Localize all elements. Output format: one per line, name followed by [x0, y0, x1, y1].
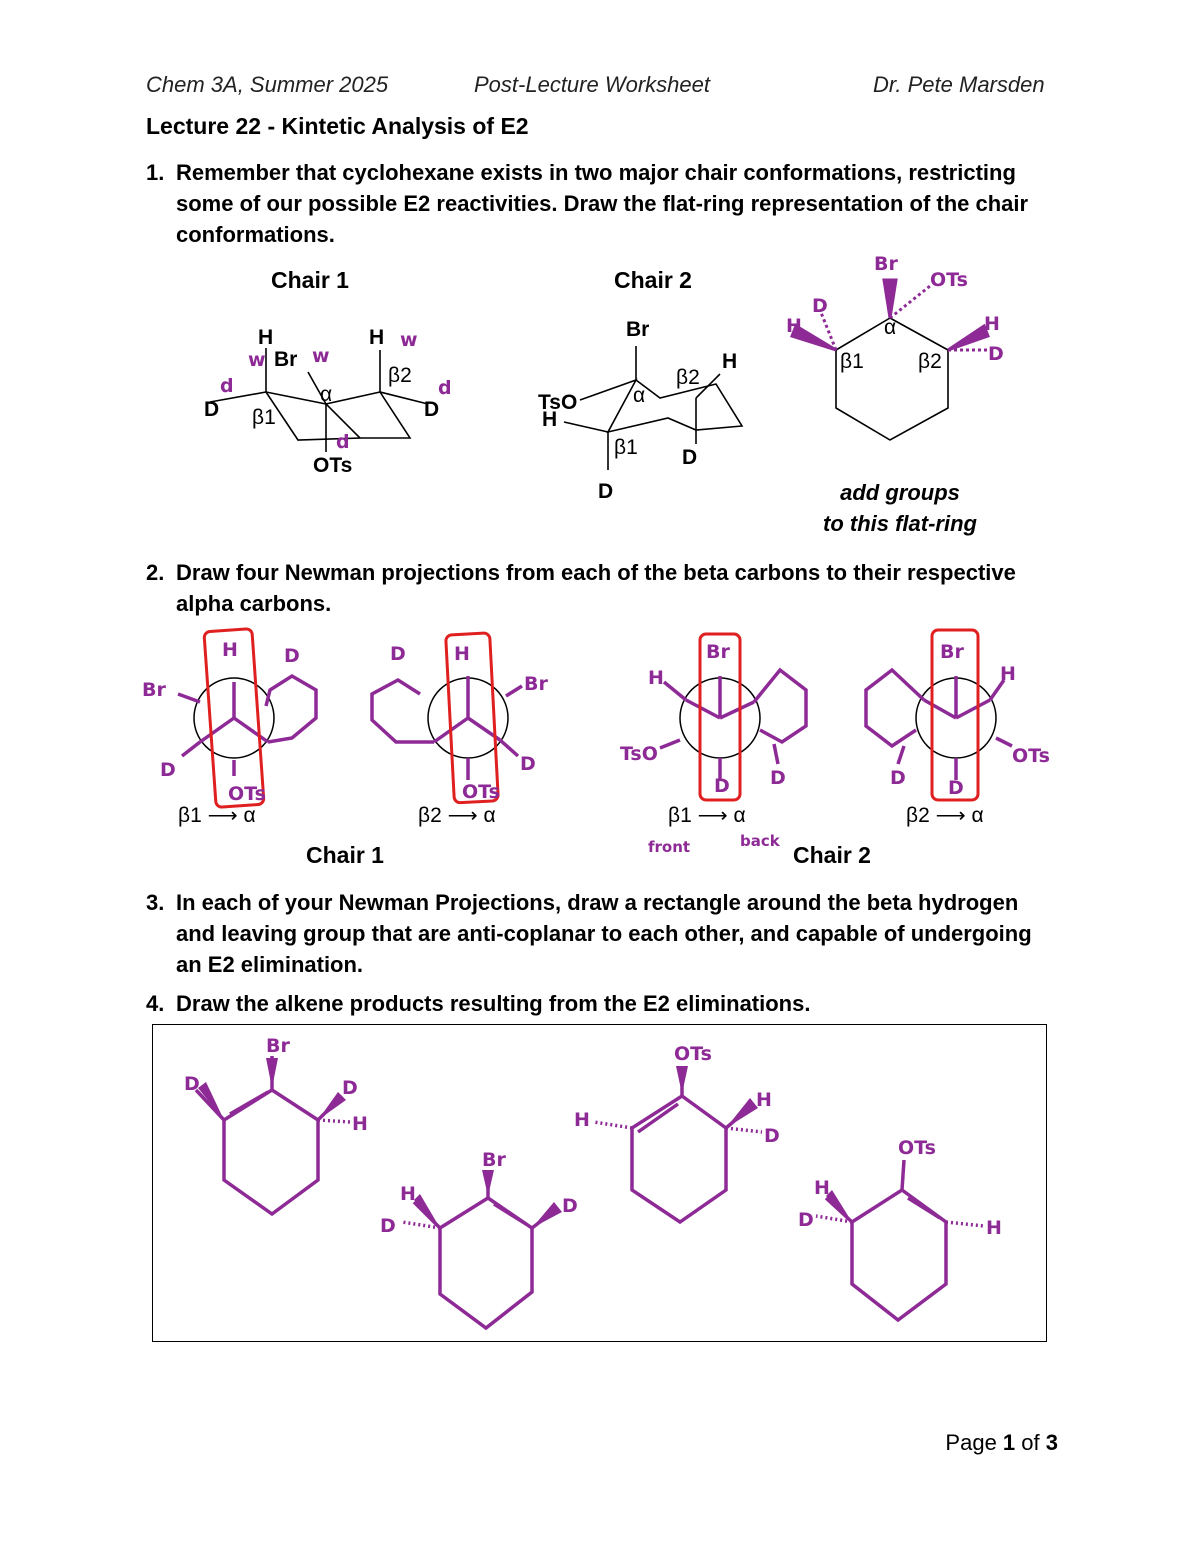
p3-d: D — [764, 1125, 780, 1147]
chair2-d1: D — [682, 446, 698, 469]
p2-br: Br — [482, 1149, 506, 1171]
header-course: Chem 3A, Summer 2025 — [146, 72, 389, 97]
n2-ots: OTs — [462, 781, 500, 803]
chair1-d3: d — [220, 375, 234, 397]
newman-arrow-4: β2 ⟶ α — [906, 804, 984, 827]
n4-d1: D — [890, 767, 906, 789]
question-text: Draw four Newman projections from each of the beta carbons to their respective alpha carbons. — [176, 560, 1016, 616]
chair2-d2: D — [598, 480, 614, 503]
p1-d1: D — [184, 1073, 200, 1095]
header-worksheet: Post-Lecture Worksheet — [474, 72, 710, 97]
n1-br: Br — [142, 679, 166, 701]
question-text: Remember that cyclohexane exists in two major chair conformations, restricting some of our possible E2 reactivities. Draw the flat-ring representation of the chair conformations. — [176, 160, 1029, 247]
n3-d1: D — [714, 775, 730, 797]
n2-br: Br — [524, 673, 548, 695]
chair2-beta2: β2 — [676, 366, 700, 389]
question-number: 2. — [146, 560, 165, 585]
n1-d1: D — [284, 645, 300, 667]
p3-h2: H — [756, 1089, 772, 1111]
p4-h1: H — [814, 1177, 830, 1199]
chair2-h1: H — [722, 350, 738, 373]
flat-ots: OTs — [930, 269, 968, 291]
back-label: back — [740, 832, 780, 850]
p1-d2: D — [342, 1077, 358, 1099]
n2-h: H — [454, 643, 470, 665]
chair1-h2: H — [369, 326, 385, 349]
p4-h2: H — [986, 1217, 1002, 1239]
chair1-w1: w — [248, 349, 266, 371]
newman-arrow-2: β2 ⟶ α — [418, 804, 496, 827]
n3-br: Br — [706, 641, 730, 663]
flat-h2: H — [984, 313, 1000, 335]
p2-d2: D — [380, 1215, 396, 1237]
chair1-d5: d — [336, 431, 350, 453]
question-text: In each of your Newman Projections, draw a rectangle around the beta hydrogen and leaving group that are anti-coplanar to each other, and capable of undergoing an E2 elimination. — [176, 890, 1032, 977]
n1-h: H — [222, 639, 238, 661]
chair1-beta1: β1 — [252, 406, 276, 429]
chair1-d4: d — [438, 377, 452, 399]
chair1-alpha: α — [320, 383, 333, 406]
newman-arrow-1: β1 ⟶ α — [178, 804, 256, 827]
chair2-h2: H — [542, 408, 558, 431]
page-title: Lecture 22 - Kintetic Analysis of E2 — [146, 113, 529, 139]
n1-d2: D — [160, 759, 176, 781]
chair1-w2: w — [312, 345, 330, 367]
n3-tso: TsO — [620, 743, 658, 765]
question-number: 3. — [146, 890, 165, 915]
chair2-alpha: α — [633, 384, 646, 407]
chair1-d2: D — [424, 398, 440, 421]
n2-d2: D — [520, 753, 536, 775]
p1-h: H — [352, 1113, 368, 1135]
footer-prefix: Page — [945, 1430, 1003, 1455]
n4-h: H — [1000, 663, 1016, 685]
chair2-label: Chair 2 — [614, 267, 692, 293]
chair1-beta2: β2 — [388, 364, 412, 387]
n2-d1: D — [390, 643, 406, 665]
n4-d2: D — [948, 777, 964, 799]
flat-ring-note-1: add groups — [840, 480, 960, 505]
n3-h: H — [648, 667, 664, 689]
newman-chair1-label: Chair 1 — [306, 842, 384, 868]
n1-ots: OTs — [228, 783, 266, 805]
chair1-d1: D — [204, 398, 220, 421]
chair1-w3: w — [400, 329, 418, 351]
p3-ots: OTs — [674, 1043, 712, 1065]
flat-h1: H — [786, 315, 802, 337]
chair1-br: Br — [274, 348, 298, 371]
chair1-h1: H — [258, 326, 274, 349]
header-instructor: Dr. Pete Marsden — [873, 72, 1045, 97]
flat-beta1: β1 — [840, 350, 864, 373]
flat-beta2: β2 — [918, 350, 942, 373]
p1-br: Br — [266, 1035, 290, 1057]
n3-d2: D — [770, 767, 786, 789]
p2-d1: D — [562, 1195, 578, 1217]
question-number: 4. — [146, 991, 165, 1016]
p3-h1: H — [574, 1109, 590, 1131]
question-text: Draw the alkene products resulting from the E2 eliminations. — [176, 991, 811, 1016]
p4-ots: OTs — [898, 1137, 936, 1159]
p2-h: H — [400, 1183, 416, 1205]
footer-page: 1 — [1002, 1430, 1016, 1455]
footer-middle: of — [1015, 1430, 1046, 1455]
chair2-tso: TsO — [538, 391, 578, 414]
flat-ring-note-2: to this flat-ring — [823, 511, 977, 536]
footer-total: 3 — [1045, 1430, 1058, 1455]
newman-chair2-label: Chair 2 — [793, 842, 871, 868]
p4-d: D — [798, 1209, 814, 1231]
newman-arrow-3: β1 ⟶ α — [668, 804, 746, 827]
n4-ots: OTs — [1012, 745, 1050, 767]
flat-br: Br — [874, 253, 898, 275]
chair1-label: Chair 1 — [271, 267, 349, 293]
flat-d2: D — [988, 343, 1004, 365]
chair1-ots: OTs — [313, 454, 353, 477]
flat-d1: D — [812, 295, 828, 317]
flat-alpha: α — [884, 316, 897, 339]
chair2-br: Br — [626, 318, 650, 341]
chair2-beta1: β1 — [614, 436, 638, 459]
front-label: front — [648, 838, 691, 856]
n4-br: Br — [940, 641, 964, 663]
page-footer — [945, 1430, 1058, 1456]
question-number: 1. — [146, 160, 165, 185]
